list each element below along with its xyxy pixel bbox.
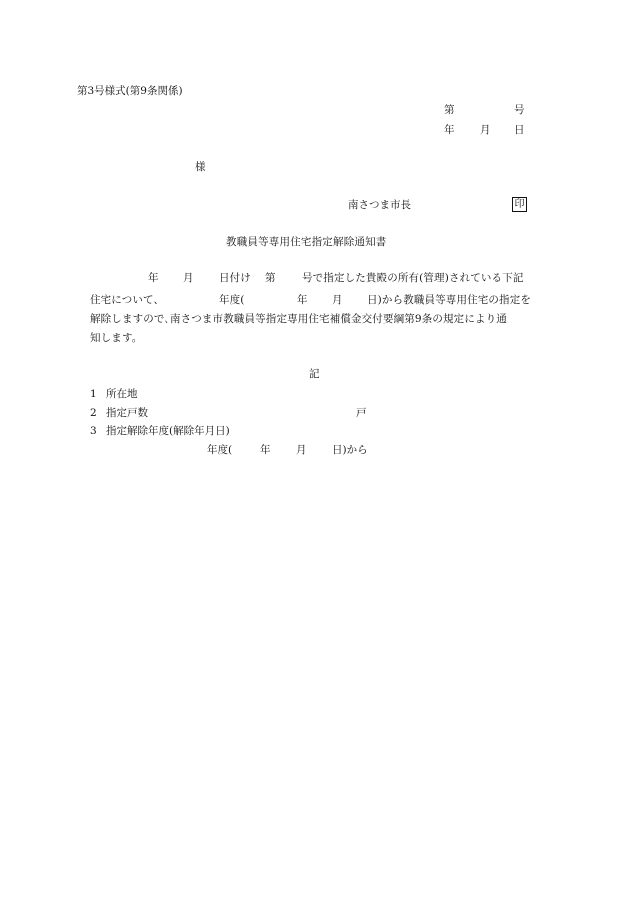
item3-month: 月 — [296, 444, 307, 456]
ki-heading: 記 — [309, 368, 320, 380]
body-line2-fiscal: 年度( — [219, 294, 245, 306]
form-label: 第3号様式(第9条関係) — [77, 85, 183, 97]
body-line2-month: 月 — [332, 294, 343, 306]
item1-label: 所在地 — [106, 388, 138, 400]
body-line3: 解除しますので､南さつま市教職員等指定専用住宅補償金交付要綱第9条の規定により通 — [90, 313, 507, 325]
number-prefix: 第 — [444, 104, 455, 116]
body-line1-number: 第 — [265, 272, 276, 284]
item3-year: 年 — [260, 444, 271, 456]
item3-rest: 日)から — [332, 444, 368, 456]
body-line1-date: 日付け — [219, 272, 251, 284]
item1-number: 1 — [90, 388, 97, 400]
item2-label: 指定戸数 — [106, 407, 148, 419]
seal-mark: 印 — [512, 197, 527, 212]
body-line1-month: 月 — [183, 272, 194, 284]
body-line1-rest: 号で指定した貴殿の所有(管理)されている下記 — [302, 272, 524, 284]
item2-number: 2 — [90, 407, 97, 419]
document-title: 教職員等専用住宅指定解除通知書 — [226, 236, 387, 248]
item3-fiscal: 年度( — [207, 444, 233, 456]
body-line4: 知します。 — [90, 332, 143, 344]
body-line1-year: 年 — [148, 272, 159, 284]
issuer-name: 南さつま市長 — [348, 199, 411, 211]
body-line2-rest: 日)から教職員等専用住宅の指定を — [367, 294, 531, 306]
date-day: 日 — [514, 124, 525, 136]
date-month: 月 — [480, 124, 491, 136]
body-line2-year: 年 — [297, 294, 308, 306]
item3-number: 3 — [90, 425, 97, 437]
item2-unit: 戸 — [356, 407, 367, 419]
number-suffix: 号 — [514, 104, 525, 116]
date-year: 年 — [444, 124, 455, 136]
addressee-suffix: 様 — [195, 161, 206, 173]
item3-label: 指定解除年度(解除年月日) — [106, 425, 230, 437]
body-line2-start: 住宅について、 — [90, 294, 165, 306]
